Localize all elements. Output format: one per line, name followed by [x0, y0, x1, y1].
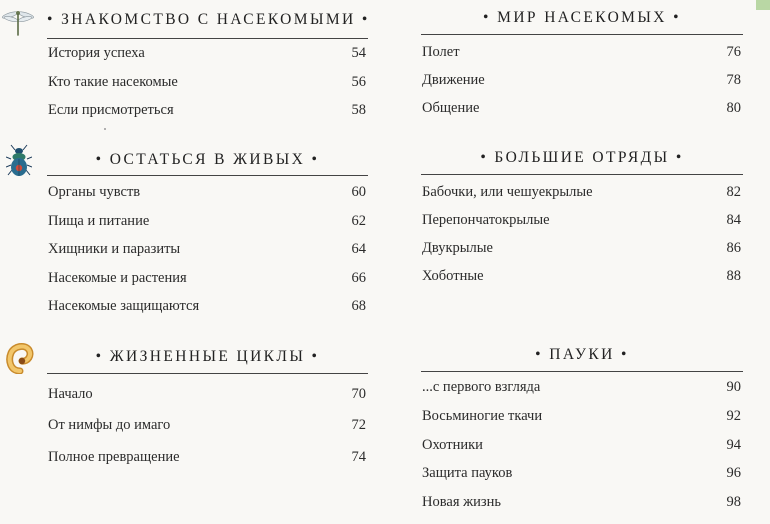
toc-entry[interactable] — [47, 268, 368, 288]
toc-entry[interactable] — [47, 447, 368, 467]
section-heading: • МИР НАСЕКОМЫХ • — [483, 9, 681, 26]
toc-entry-page: 84 — [726, 212, 741, 228]
toc-entry-title: Восьминогие ткачи — [422, 408, 543, 424]
section-heading: • ОСТАТЬСЯ В ЖИВЫХ • — [95, 151, 320, 168]
toc-entry[interactable] — [47, 211, 368, 231]
section-major-orders — [421, 148, 743, 293]
toc-entry-page: 80 — [726, 100, 741, 116]
toc-entry-title: Насекомые защищаются — [48, 298, 200, 314]
toc-entry-page: 66 — [351, 270, 366, 286]
toc-entry-title: Полет — [422, 44, 460, 60]
toc-entry-page: 60 — [351, 184, 366, 200]
toc-entry-page: 76 — [726, 44, 741, 60]
toc-entry-title: Движение — [422, 72, 485, 88]
toc-entry-title: Охотники — [422, 437, 483, 453]
toc-entry[interactable] — [421, 210, 743, 230]
toc-entry[interactable] — [47, 43, 368, 63]
toc-entry-page: 96 — [726, 465, 741, 481]
corner-mark — [756, 0, 770, 10]
toc-entry-page: 86 — [726, 240, 741, 256]
toc-entry[interactable] — [421, 182, 743, 202]
toc-entry-title: От нимфы до имаго — [48, 417, 171, 433]
toc-entry-title: Начало — [48, 386, 93, 402]
toc-entry-title: Новая жизнь — [422, 494, 501, 510]
toc-entry-title: Полное превращение — [48, 449, 180, 465]
larva-icon — [5, 340, 35, 374]
toc-entry[interactable] — [47, 100, 368, 120]
toc-entry[interactable] — [421, 435, 743, 455]
toc-entry-title: Защита пауков — [422, 465, 513, 481]
section-heading: • ЖИЗНЕННЫЕ ЦИКЛЫ • — [95, 348, 320, 365]
toc-entry-page: 82 — [726, 184, 741, 200]
toc-entry[interactable] — [47, 239, 368, 259]
toc-entry-page: 90 — [726, 379, 741, 395]
section-life-cycles — [47, 347, 368, 472]
toc-entry-title: ...с первого взгляда — [422, 379, 541, 395]
toc-entry-page: 62 — [351, 213, 366, 229]
dragonfly-icon — [1, 6, 35, 36]
toc-entry-page: 98 — [726, 494, 741, 510]
section-divider — [47, 175, 368, 176]
toc-entry[interactable] — [421, 70, 743, 90]
toc-entry-title: Насекомые и растения — [48, 270, 187, 286]
toc-entry[interactable] — [421, 406, 743, 426]
toc-entry[interactable] — [421, 492, 743, 512]
toc-entry[interactable] — [47, 296, 368, 316]
toc-entry-page: 72 — [351, 417, 366, 433]
toc-entry[interactable] — [421, 377, 743, 397]
decorative-dot — [104, 128, 106, 130]
toc-entry-title: Пища и питание — [48, 213, 150, 229]
toc-entry-page: 88 — [726, 268, 741, 284]
toc-entry-title: Хищники и паразиты — [48, 241, 181, 257]
section-divider — [421, 174, 743, 175]
section-divider — [421, 371, 743, 372]
section-world-of-insects — [421, 8, 743, 123]
toc-entry-title: Если присмотреться — [48, 102, 174, 118]
toc-entry-page: 58 — [351, 102, 366, 118]
toc-entry-page: 94 — [726, 437, 741, 453]
toc-entry-title: Кто такие насекомые — [48, 74, 178, 90]
section-getting-to-know-insects — [47, 10, 368, 125]
toc-entry-title: Общение — [422, 100, 480, 116]
toc-entry[interactable] — [421, 42, 743, 62]
section-spiders — [421, 345, 743, 520]
section-divider — [47, 38, 368, 39]
toc-entry[interactable] — [421, 238, 743, 258]
toc-entry[interactable] — [421, 463, 743, 483]
toc-entry-page: 68 — [351, 298, 366, 314]
toc-entry-page: 92 — [726, 408, 741, 424]
section-staying-alive — [47, 150, 368, 320]
section-heading: • БОЛЬШИЕ ОТРЯДЫ • — [480, 149, 684, 166]
section-heading: • ПАУКИ • — [535, 346, 629, 363]
toc-entry-title: Двукрылые — [422, 240, 493, 256]
toc-entry[interactable] — [47, 415, 368, 435]
toc-entry-page: 56 — [351, 74, 366, 90]
toc-entry[interactable] — [47, 182, 368, 202]
toc-entry-title: Органы чувств — [48, 184, 141, 200]
toc-entry[interactable] — [421, 266, 743, 286]
toc-entry[interactable] — [421, 98, 743, 118]
section-heading: • ЗНАКОМСТВО С НАСЕКОМЫМИ • — [47, 11, 370, 28]
section-divider — [421, 34, 743, 35]
toc-entry-page: 64 — [351, 241, 366, 257]
section-divider — [47, 373, 368, 374]
toc-entry-title: История успеха — [48, 45, 145, 61]
beetle-icon — [6, 144, 32, 180]
toc-entry-title: Перепончатокрылые — [422, 212, 550, 228]
toc-entry[interactable] — [47, 384, 368, 404]
toc-entry[interactable] — [47, 72, 368, 92]
toc-entry-page: 78 — [726, 72, 741, 88]
toc-entry-page: 74 — [351, 449, 366, 465]
toc-entry-page: 54 — [351, 45, 366, 61]
toc-entry-title: Бабочки, или чешуекрылые — [422, 184, 593, 200]
toc-entry-page: 70 — [351, 386, 366, 402]
toc-entry-title: Хоботные — [422, 268, 484, 284]
